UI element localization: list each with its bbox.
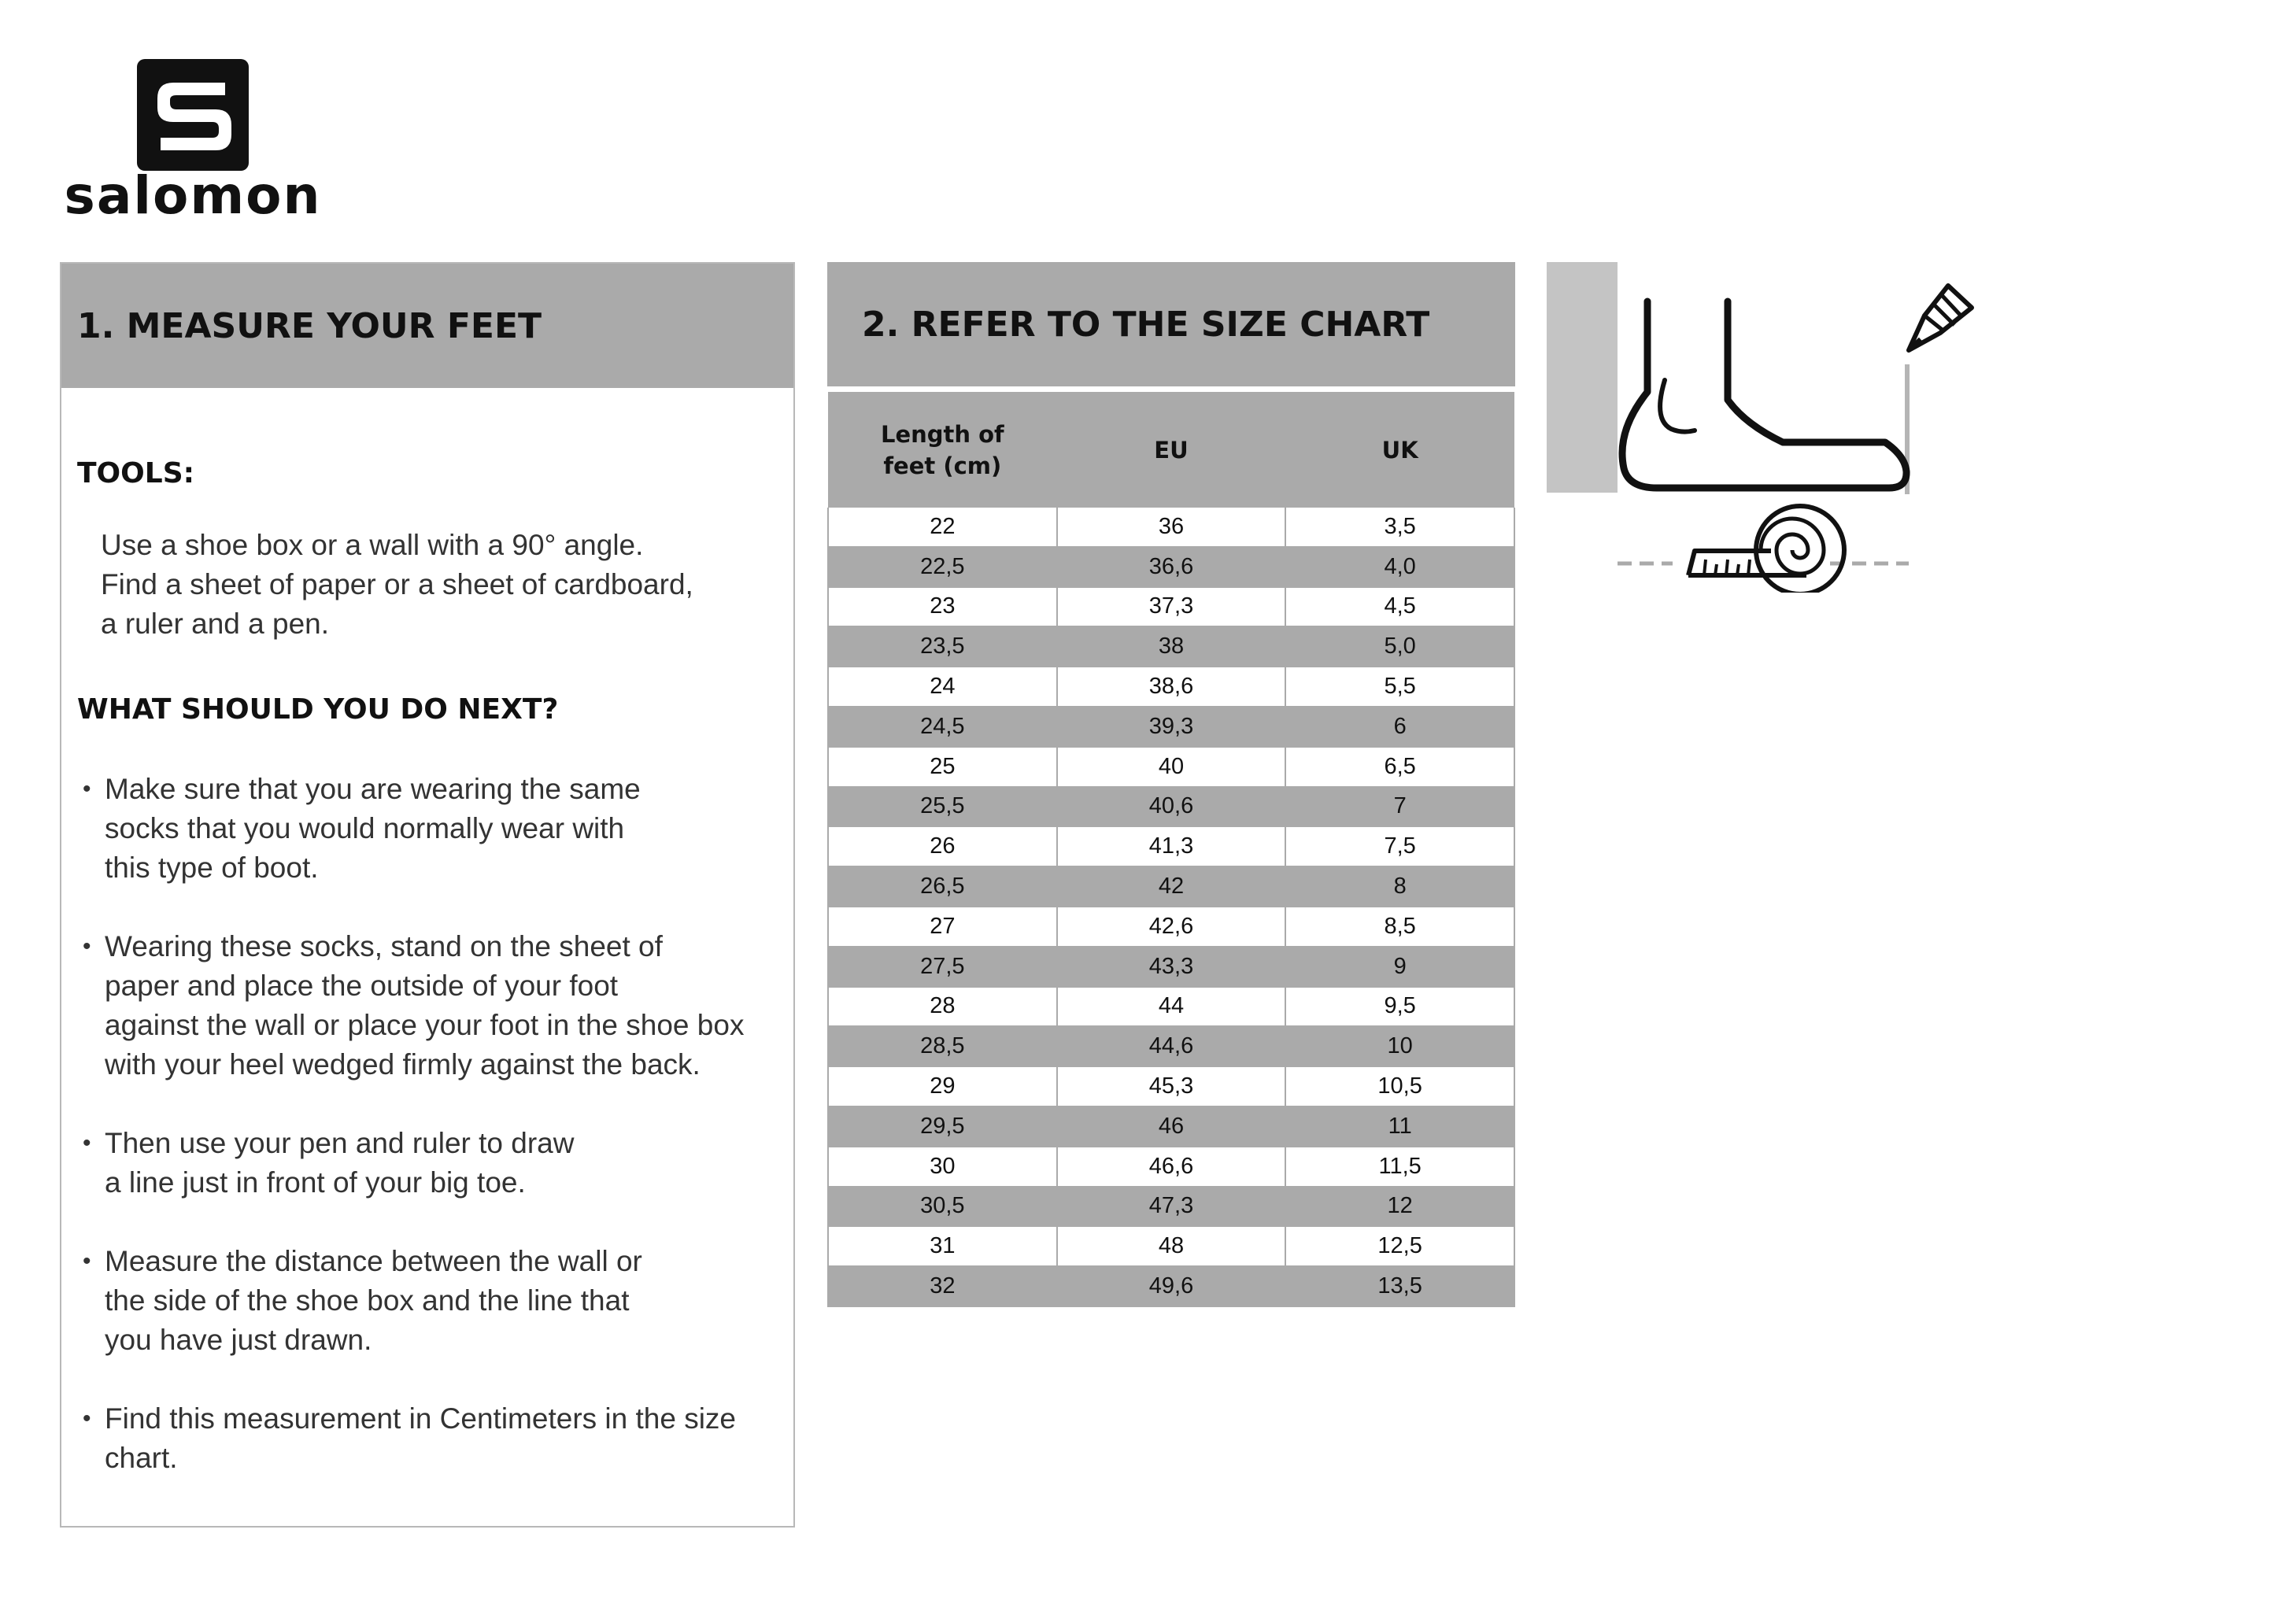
- foot-outline-icon: [1622, 301, 1906, 488]
- table-row: [828, 508, 1514, 547]
- bullet-icon: •: [83, 776, 91, 802]
- measure-panel: [60, 262, 795, 1528]
- cell-eu: 44: [1057, 987, 1286, 1027]
- cell-length-cm: 26,5: [828, 866, 1057, 907]
- cell-eu: 36,6: [1057, 547, 1286, 587]
- cell-eu: 44,6: [1057, 1026, 1286, 1066]
- foot-measure-illustration: [1547, 262, 1987, 593]
- table-row: [828, 1187, 1514, 1227]
- cell-length-cm: 28: [828, 987, 1057, 1027]
- table-row: [828, 947, 1514, 987]
- table-header-row: [828, 392, 1514, 508]
- cell-uk: 6: [1285, 707, 1514, 747]
- cell-eu: 36: [1057, 508, 1286, 547]
- step-item: • Wearing these socks, stand on the sheet of paper and place the outside of your foot against the wall or place your foot in the shoe box with your heel wedged firmly against the back.: [77, 927, 786, 1084]
- cell-uk: 3,5: [1285, 508, 1514, 547]
- cell-eu: 38,6: [1057, 667, 1286, 707]
- cell-eu: 40,6: [1057, 787, 1286, 827]
- cell-length-cm: 27: [828, 907, 1057, 947]
- cell-uk: 6,5: [1285, 747, 1514, 787]
- table-row: [828, 626, 1514, 667]
- wall-shape: [1547, 262, 1618, 493]
- table-row: [828, 866, 1514, 907]
- cell-length-cm: 22,5: [828, 547, 1057, 587]
- table-row: [828, 1147, 1514, 1187]
- table-row: [828, 1066, 1514, 1106]
- column-header-uk: UK: [1285, 392, 1514, 508]
- cell-length-cm: 28,5: [828, 1026, 1057, 1066]
- column-header-eu: EU: [1057, 392, 1286, 508]
- size-chart-panel: [827, 262, 1515, 1307]
- cell-eu: 42,6: [1057, 907, 1286, 947]
- table-row: [828, 747, 1514, 787]
- cell-length-cm: 25: [828, 747, 1057, 787]
- cell-length-cm: 32: [828, 1266, 1057, 1306]
- cell-length-cm: 31: [828, 1226, 1057, 1266]
- size-chart-header: [827, 262, 1515, 386]
- cell-eu: 47,3: [1057, 1187, 1286, 1227]
- cell-uk: 4,5: [1285, 587, 1514, 627]
- cell-length-cm: 24: [828, 667, 1057, 707]
- cell-length-cm: 26: [828, 826, 1057, 866]
- step-item: • Measure the distance between the wall or the side of the shoe box and the line that you have just drawn.: [77, 1242, 786, 1360]
- table-row: [828, 987, 1514, 1027]
- cell-uk: 5,5: [1285, 667, 1514, 707]
- bullet-icon: •: [83, 1406, 91, 1432]
- column-header-length: Length of feet (cm): [828, 392, 1057, 508]
- tools-line: a ruler and a pen.: [101, 608, 330, 640]
- tape-measure-icon: [1618, 506, 1909, 593]
- pencil-icon: [1909, 286, 1972, 350]
- tools-line: Find a sheet of paper or a sheet of cardboard,: [101, 568, 693, 600]
- step-item: • Find this measurement in Centimeters in the size chart.: [77, 1399, 786, 1478]
- cell-uk: 7: [1285, 787, 1514, 827]
- cell-uk: 11: [1285, 1106, 1514, 1147]
- cell-uk: 11,5: [1285, 1147, 1514, 1187]
- cell-uk: 8: [1285, 866, 1514, 907]
- cell-uk: 9,5: [1285, 987, 1514, 1027]
- cell-uk: 13,5: [1285, 1266, 1514, 1306]
- size-chart-table: [827, 392, 1515, 1307]
- cell-uk: 8,5: [1285, 907, 1514, 947]
- cell-uk: 12: [1285, 1187, 1514, 1227]
- cell-uk: 5,0: [1285, 626, 1514, 667]
- tools-title: TOOLS:: [77, 457, 195, 489]
- cell-eu: 46,6: [1057, 1147, 1286, 1187]
- cell-uk: 10,5: [1285, 1066, 1514, 1106]
- step-item: • Make sure that you are wearing the same socks that you would normally wear with this type of boot.: [77, 770, 786, 888]
- cell-eu: 43,3: [1057, 947, 1286, 987]
- cell-uk: 12,5: [1285, 1226, 1514, 1266]
- logo-wordmark: salomon: [64, 165, 322, 226]
- logo-s-icon: [137, 59, 249, 171]
- table-row: [828, 547, 1514, 587]
- table-row: [828, 667, 1514, 707]
- table-row: [828, 826, 1514, 866]
- cell-length-cm: 30: [828, 1147, 1057, 1187]
- cell-eu: 42: [1057, 866, 1286, 907]
- cell-length-cm: 29: [828, 1066, 1057, 1106]
- table-row: [828, 1266, 1514, 1306]
- cell-length-cm: 23,5: [828, 626, 1057, 667]
- table-row: [828, 1226, 1514, 1266]
- table-row: [828, 787, 1514, 827]
- cell-eu: 40: [1057, 747, 1286, 787]
- step-item: • Then use your pen and ruler to draw a line just in front of your big toe.: [77, 1124, 786, 1202]
- cell-length-cm: 27,5: [828, 947, 1057, 987]
- bullet-icon: •: [83, 1248, 91, 1274]
- cell-length-cm: 25,5: [828, 787, 1057, 827]
- cell-eu: 39,3: [1057, 707, 1286, 747]
- next-steps-title: WHAT SHOULD YOU DO NEXT?: [77, 693, 559, 726]
- steps-list: [77, 770, 786, 1517]
- cell-uk: 10: [1285, 1026, 1514, 1066]
- cell-length-cm: 30,5: [828, 1187, 1057, 1227]
- cell-eu: 49,6: [1057, 1266, 1286, 1306]
- cell-length-cm: 22: [828, 508, 1057, 547]
- size-chart-heading: 2. REFER TO THE SIZE CHART: [862, 304, 1430, 345]
- cell-eu: 38: [1057, 626, 1286, 667]
- tools-line: Use a shoe box or a wall with a 90° angle.: [101, 529, 644, 561]
- cell-uk: 7,5: [1285, 826, 1514, 866]
- table-row: [828, 907, 1514, 947]
- cell-length-cm: 24,5: [828, 707, 1057, 747]
- table-row: [828, 1106, 1514, 1147]
- bullet-icon: •: [83, 1130, 91, 1156]
- table-row: [828, 707, 1514, 747]
- cell-eu: 46: [1057, 1106, 1286, 1147]
- table-row: [828, 587, 1514, 627]
- cell-length-cm: 29,5: [828, 1106, 1057, 1147]
- cell-uk: 4,0: [1285, 547, 1514, 587]
- tools-text: [101, 526, 778, 644]
- measure-heading: 1. MEASURE YOUR FEET: [77, 305, 542, 346]
- cell-uk: 9: [1285, 947, 1514, 987]
- bullet-icon: •: [83, 933, 91, 959]
- cell-eu: 37,3: [1057, 587, 1286, 627]
- cell-eu: 45,3: [1057, 1066, 1286, 1106]
- table-row: [828, 1026, 1514, 1066]
- cell-eu: 41,3: [1057, 826, 1286, 866]
- size-chart-rows: [828, 508, 1514, 1306]
- cell-length-cm: 23: [828, 587, 1057, 627]
- cell-eu: 48: [1057, 1226, 1286, 1266]
- measure-panel-header: [61, 264, 793, 388]
- salomon-logo: [63, 55, 323, 226]
